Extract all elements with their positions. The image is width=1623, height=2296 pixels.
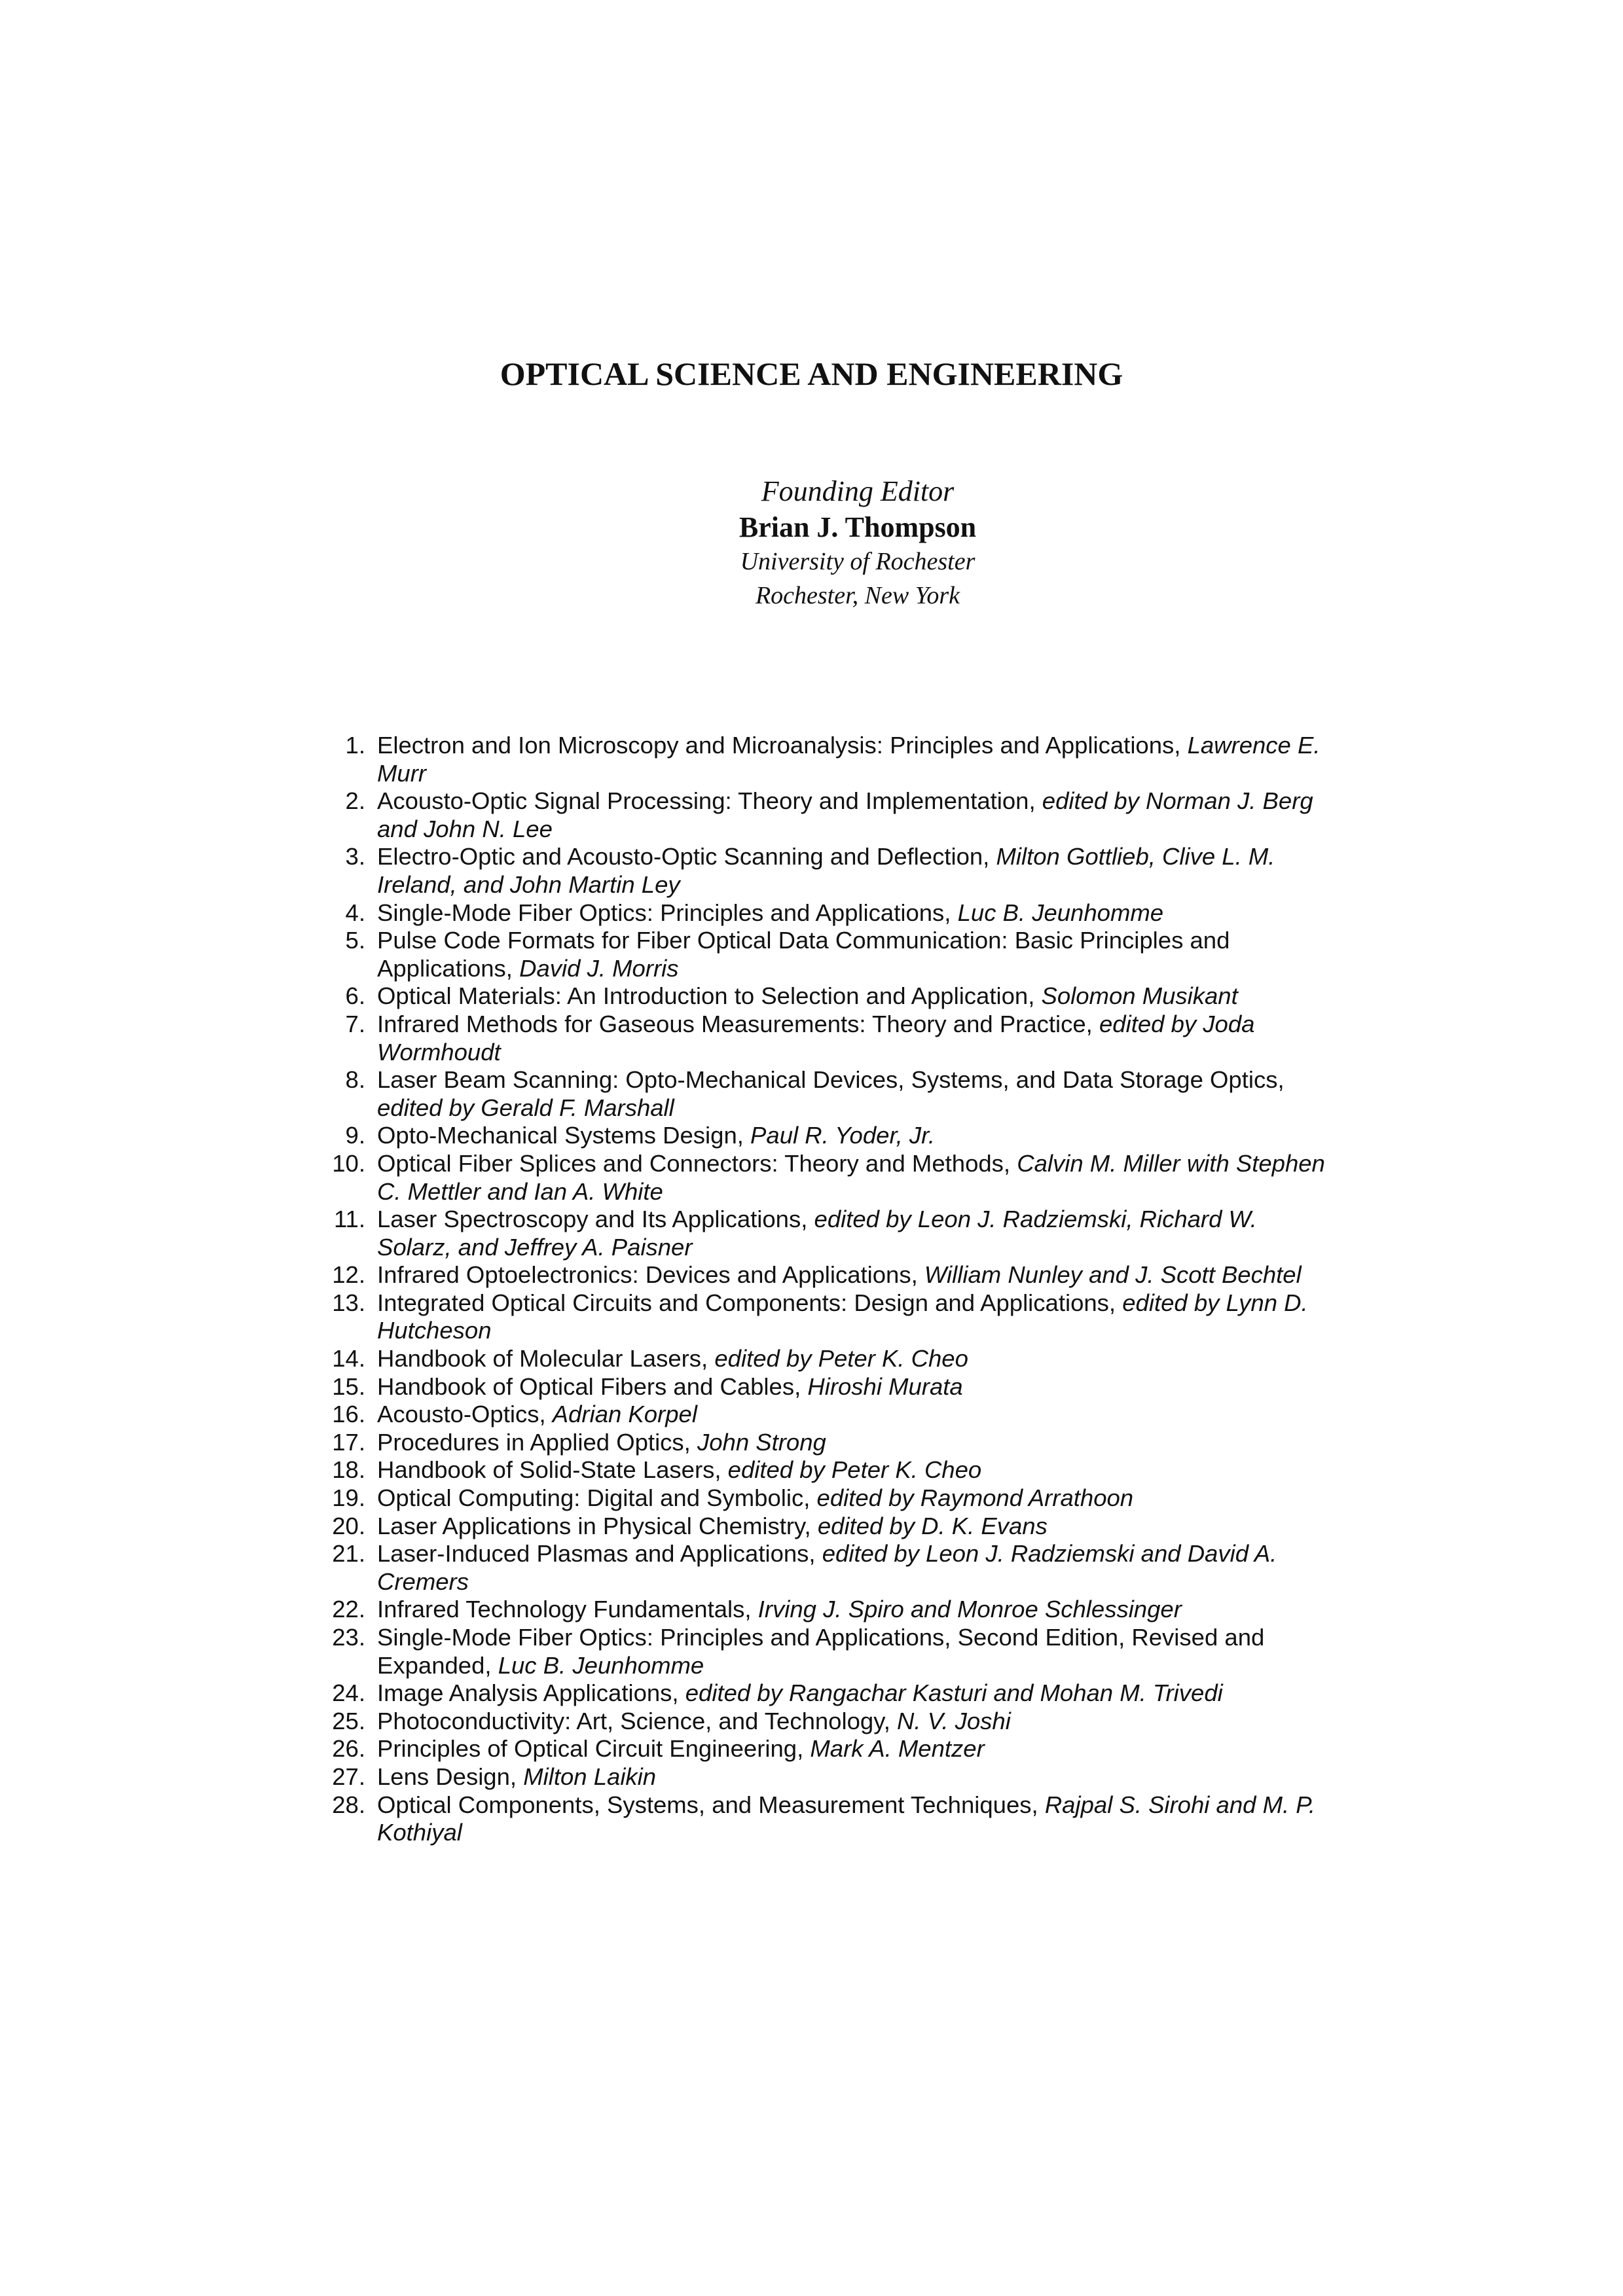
book-number: 5. [345,927,365,954]
book-credit: edited by Leon J. Radziemski and David A. Cremers [377,1540,1277,1595]
book-item [306,1679,1328,1708]
book-item [306,1345,1328,1373]
editor-affiliation: University of Rochester [740,548,976,575]
book-number: 7. [345,1010,365,1037]
book-title: Single-Mode Fiber Optics: Principles and Applications, [377,899,951,926]
book-number: 8. [345,1066,365,1094]
editor-location: Rochester, New York [755,582,960,609]
book-number: 20. [332,1512,365,1539]
book-title: Single-Mode Fiber Optics: Principles and Applications, Second Edition, Revised and Expanded, [377,1624,1265,1679]
editor-role: Founding Editor [761,475,955,507]
book-number: 26. [332,1735,365,1763]
book-credit: Hiroshi Murata [807,1372,963,1400]
book-number: 15. [332,1372,365,1400]
book-credit: edited by Norman J. Berg and John N. Lee [377,787,1313,842]
book-credit: Luc B. Jeunhomme [957,899,1164,926]
book-item [306,1373,1328,1401]
book-item [306,982,1328,1011]
book-item [306,1401,1328,1429]
book-credit: Irving J. Spiro and Monroe Schlessinger [757,1596,1182,1623]
book-number: 24. [332,1679,365,1707]
book-credit: edited by D. K. Evans [817,1512,1048,1539]
book-title: Lens Design, [377,1763,517,1790]
book-credit: Mark A. Mentzer [810,1735,985,1763]
book-credit: edited by Joda Wormhoudt [377,1010,1255,1066]
book-number: 19. [332,1484,365,1512]
book-title: Acousto-Optics, [377,1401,546,1428]
book-item [306,1484,1328,1513]
book-number: 17. [332,1428,365,1456]
book-credit: Paul R. Yoder, Jr. [750,1122,936,1149]
book-credit: William Nunley and J. Scott Bechtel [924,1261,1302,1289]
book-credit: edited by Rangachar Kasturi and Mohan M. Trivedi [685,1679,1223,1707]
book-item [306,1066,1328,1122]
book-number: 23. [332,1624,365,1651]
book-title: Image Analysis Applications, [377,1679,679,1707]
book-credit: edited by Raymond Arrathoon [816,1484,1134,1512]
book-title: Handbook of Molecular Lasers, [377,1345,708,1372]
book-credit: Adrian Korpel [552,1401,697,1428]
book-item [306,927,1328,982]
book-title: Optical Materials: An Introduction to Selection and Application, [377,982,1035,1010]
book-title: Optical Computing: Digital and Symbolic, [377,1484,811,1512]
book-number: 3. [345,843,365,870]
book-item [306,1011,1328,1066]
book-number: 18. [332,1456,365,1484]
book-number: 25. [332,1707,365,1734]
book-credit: N. V. Joshi [897,1707,1011,1734]
book-item [306,1708,1328,1736]
book-item [306,1261,1328,1289]
book-item [306,1289,1328,1345]
book-title: Laser-Induced Plasmas and Applications, [377,1540,816,1568]
book-item [306,1206,1328,1261]
book-item [306,787,1328,843]
book-item [306,1513,1328,1541]
book-item [306,1791,1328,1847]
book-credit: edited by Lynn D. Hutcheson [377,1289,1308,1344]
book-number: 6. [345,982,365,1010]
book-title: Optical Components, Systems, and Measurement Techniques, [377,1791,1038,1818]
book-credit: Rajpal S. Sirohi and M. P. Kothiyal [377,1791,1316,1846]
book-credit: David J. Morris [519,954,679,982]
book-title: Infrared Methods for Gaseous Measurements: Theory and Practice, [377,1010,1093,1037]
book-number: 27. [332,1763,365,1790]
book-title: Pulse Code Formats for Fiber Optical Data Communication: Basic Principles and Applications, [377,927,1230,982]
book-title: Integrated Optical Circuits and Components: Design and Applications, [377,1289,1116,1316]
book-item [306,1763,1328,1791]
book-number: 22. [332,1596,365,1623]
book-item [306,843,1328,899]
book-number: 12. [332,1261,365,1289]
book-title: Handbook of Optical Fibers and Cables, [377,1372,801,1400]
book-item [306,1540,1328,1596]
book-credit: Calvin M. Miller with Stephen C. Mettler and Ian A. White [377,1149,1325,1205]
book-item [306,1429,1328,1457]
book-title: Principles of Optical Circuit Engineering, [377,1735,804,1763]
series-title: OPTICAL SCIENCE AND ENGINEERING [500,355,1123,392]
book-credit: edited by Peter K. Cheo [714,1345,968,1372]
book-number: 4. [345,899,365,926]
book-number: 11. [333,1206,365,1233]
book-title: Laser Beam Scanning: Opto-Mechanical Devices, Systems, and Data Storage Optics, [377,1066,1285,1094]
editor-block [687,473,1028,613]
book-title: Photoconductivity: Art, Science, and Technology, [377,1707,890,1734]
book-credit: edited by Gerald F. Marshall [377,1094,674,1121]
book-credit: edited by Leon J. Radziemski, Richard W. Solarz, and Jeffrey A. Paisner [377,1206,1257,1261]
book-title: Opto-Mechanical Systems Design, [377,1122,744,1149]
book-item [306,1596,1328,1624]
book-item [306,1735,1328,1763]
book-number: 2. [345,787,365,815]
book-credit: Milton Gottlieb, Clive L. M. Ireland, and John Martin Ley [377,843,1275,898]
book-number: 14. [332,1345,365,1372]
book-item [306,1150,1328,1206]
book-title: Laser Spectroscopy and Its Applications, [377,1206,808,1233]
book-number: 21. [332,1540,365,1568]
book-item [306,1624,1328,1679]
book-number: 28. [332,1791,365,1818]
book-item [306,1456,1328,1484]
book-number: 9. [345,1122,365,1149]
book-credit: edited by Peter K. Cheo [727,1456,982,1484]
book-title: Handbook of Solid-State Lasers, [377,1456,728,1484]
book-number: 10. [332,1149,365,1177]
book-credit: Luc B. Jeunhomme [498,1651,704,1679]
book-title: Electron and Ion Microscopy and Microanalysis: Principles and Applications, [377,732,1181,759]
book-number: 1. [345,732,365,759]
book-credit: Lawrence E. Murr [377,732,1321,787]
book-list [306,732,1328,1847]
book-item [306,732,1328,787]
book-title: Infrared Optoelectronics: Devices and Applications, [377,1261,918,1289]
book-item [306,899,1328,927]
book-credit: Solomon Musikant [1041,982,1238,1010]
book-credit: John Strong [697,1428,826,1456]
book-title: Procedures in Applied Optics, [377,1428,691,1456]
book-number: 16. [332,1401,365,1428]
book-number: 13. [332,1289,365,1316]
book-title: Infrared Technology Fundamentals, [377,1596,752,1623]
book-title: Laser Applications in Physical Chemistry, [377,1512,811,1539]
book-item [306,1122,1328,1150]
book-title: Electro-Optic and Acousto-Optic Scanning and Deflection, [377,843,990,870]
book-credit: Milton Laikin [523,1763,657,1790]
book-title: Optical Fiber Splices and Connectors: Theory and Methods, [377,1149,1011,1177]
book-title: Acousto-Optic Signal Processing: Theory and Implementation, [377,787,1036,815]
editor-name: Brian J. Thompson [739,511,977,543]
